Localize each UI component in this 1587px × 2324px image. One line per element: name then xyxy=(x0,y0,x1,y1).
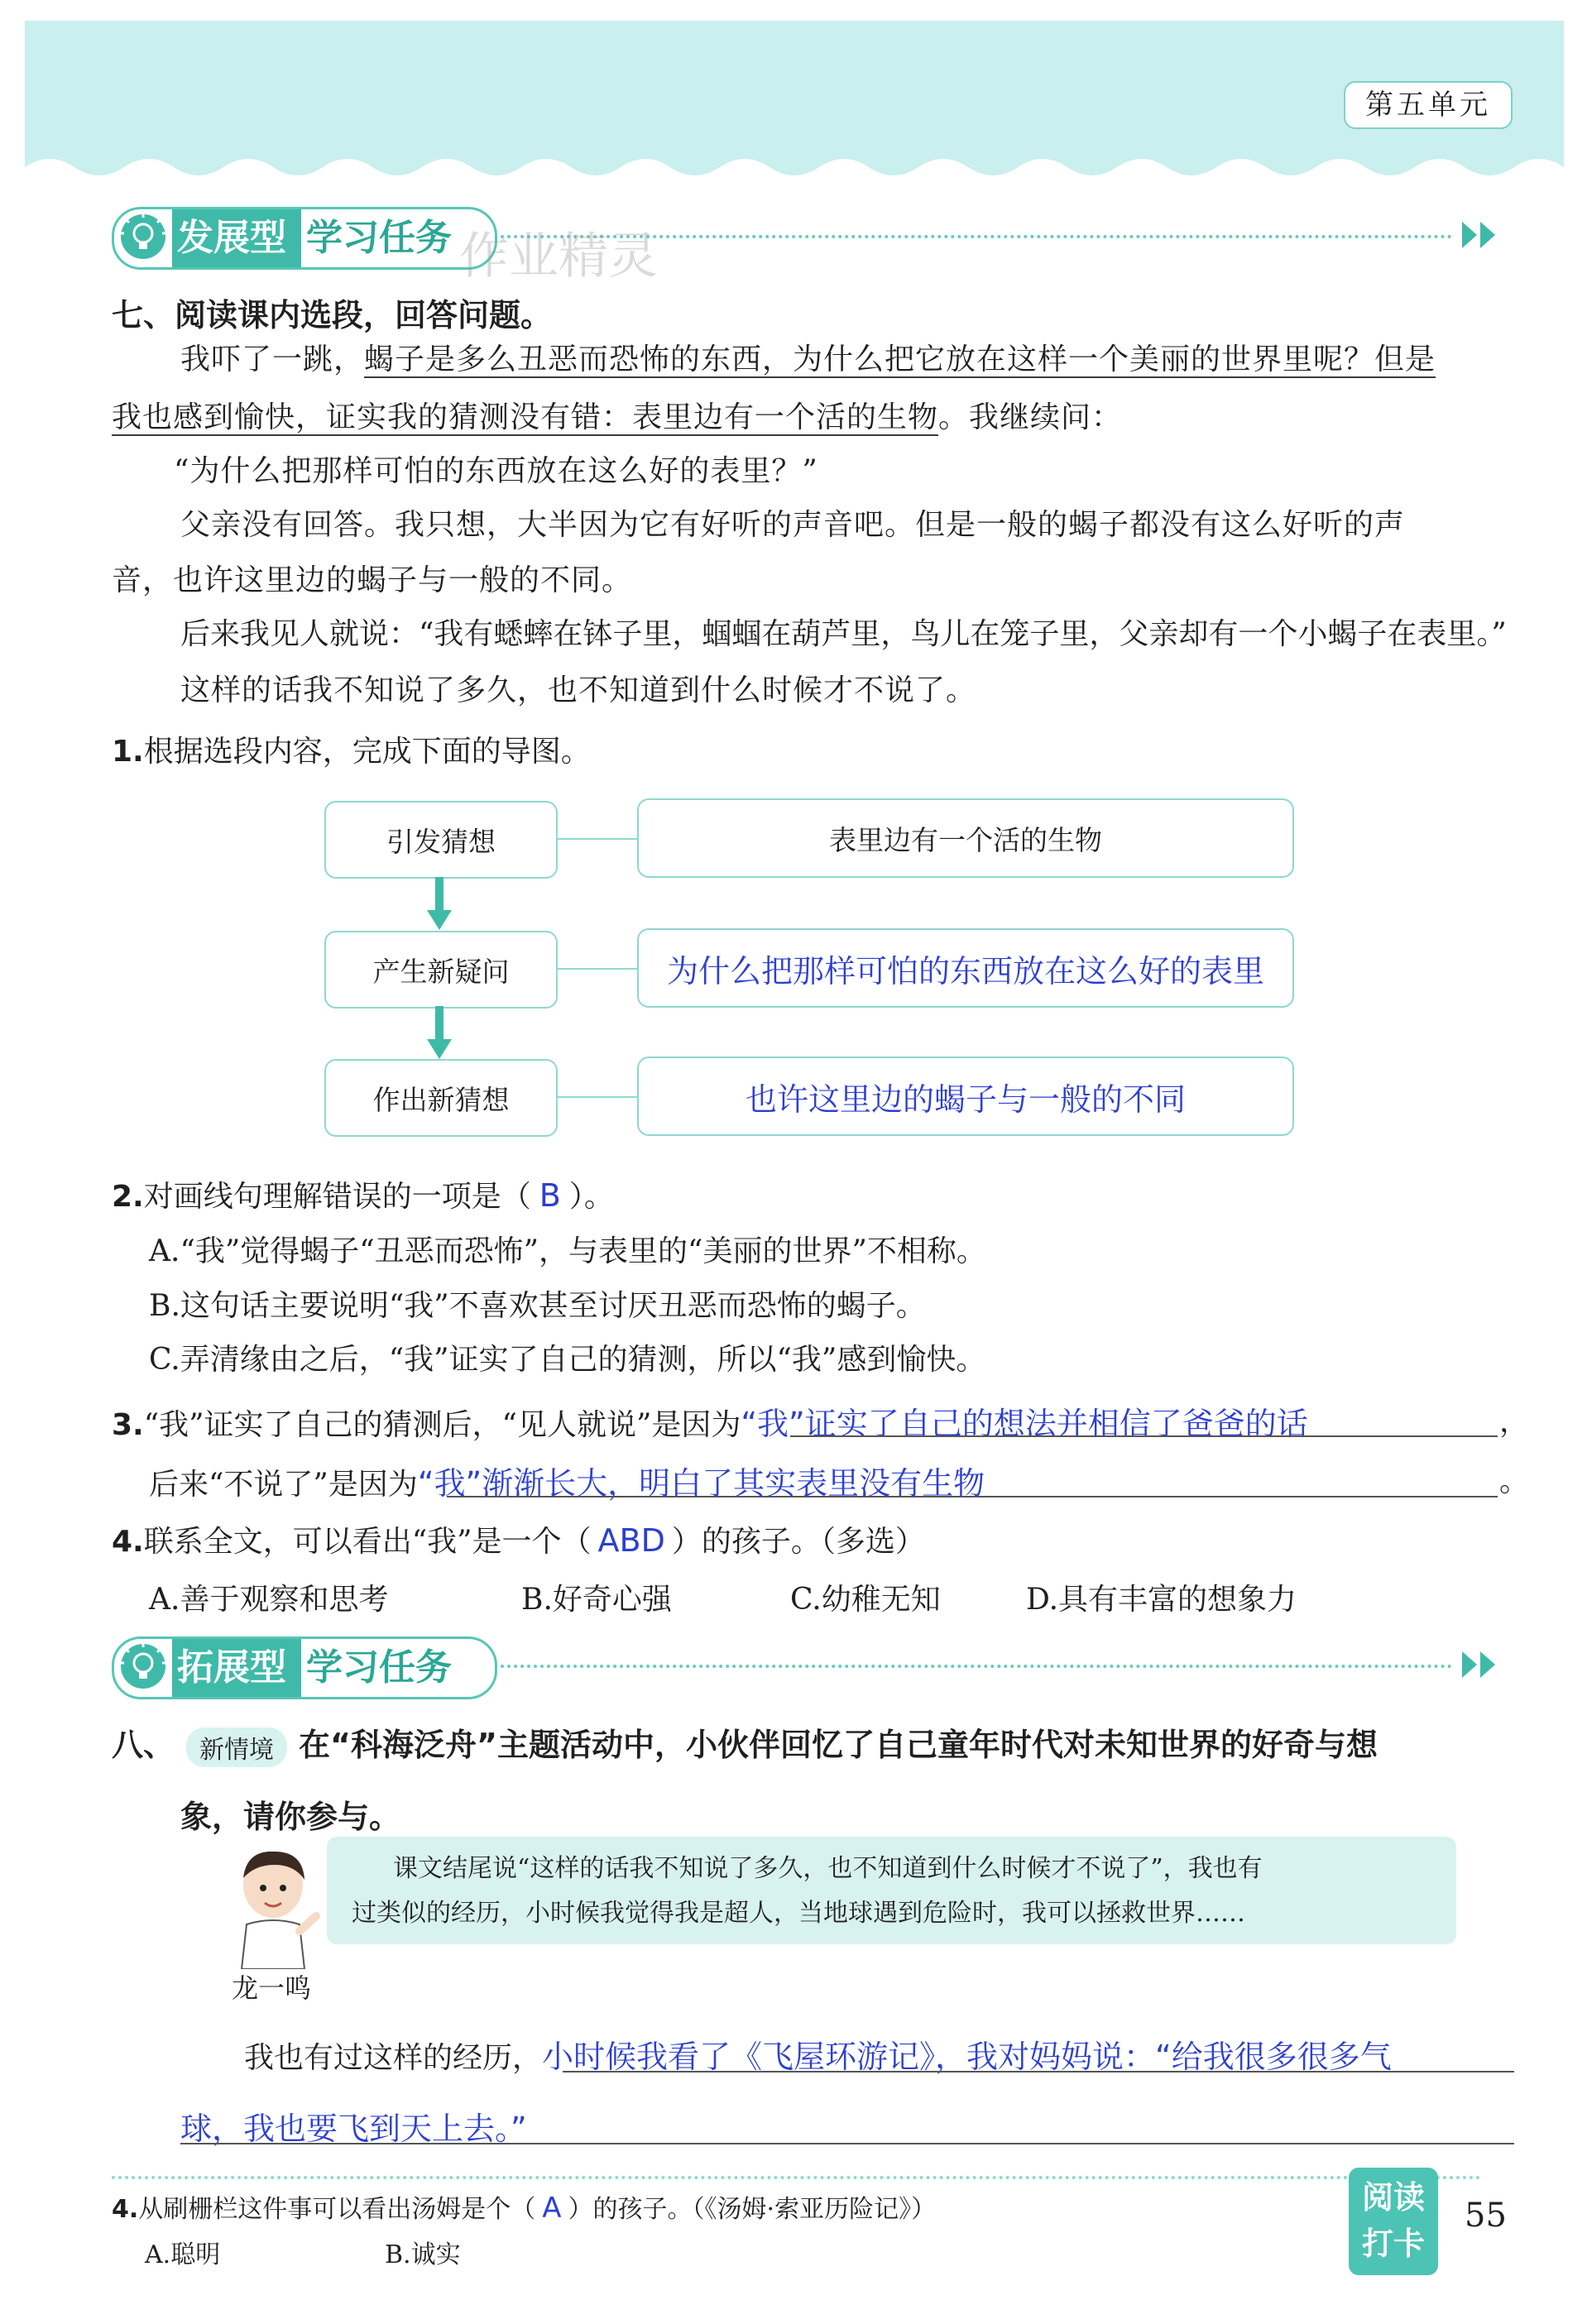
banner-pill xyxy=(112,207,497,270)
wave-edge xyxy=(25,151,1564,184)
passage-line-2 xyxy=(112,389,1122,447)
footer-dotted-line xyxy=(112,2176,1481,2179)
q2-option-a: A.“我”觉得蝎子“丑恶而恐怖”，与表里的“美丽的世界”不相称。 xyxy=(149,1234,986,1268)
down-arrow-icon xyxy=(425,877,453,932)
section-title-8: 八、 新情境 在“科海泛舟”主题活动中，小伙伴回忆了自己童年时代对未知世界的好奇与想 xyxy=(112,1719,1378,1767)
answer-q3a: “我”证实了自己的想法并相信了爸爸的话 xyxy=(741,1406,1308,1442)
map-connector xyxy=(556,1096,637,1098)
answer-q4: ABD xyxy=(597,1522,665,1559)
answer-footer: A xyxy=(542,2192,562,2225)
map-connector xyxy=(556,838,637,840)
fill-line xyxy=(180,2143,1514,2144)
question-3-line-1: 3.“我”证实了自己的猜测后，“见人就说”是因为“我”证实了自己的想法并相信了爸爸的话 xyxy=(112,1406,1308,1442)
response-line-1: 我也有过这样的经历，小时候我看了《飞屋环游记》，我对妈妈说：“给我很多很多气 xyxy=(244,2039,1392,2075)
q4-option-b: B.好奇心强 xyxy=(521,1583,672,1617)
double-arrow-icon xyxy=(1460,1648,1502,1681)
speech-bubble xyxy=(327,1837,1456,1944)
footer-option-b: B.诚实 xyxy=(385,2240,461,2269)
answer-response-2: 球，我也要飞到天上去。” xyxy=(180,2111,527,2147)
character-name: 龙一鸣 xyxy=(232,1972,312,2004)
underlined-sentence: 蝎子是多么丑恶而恐怖的东西，为什么把它放在这样一个美丽的世界里呢？但是 xyxy=(364,343,1436,376)
section-banner-extension xyxy=(112,1636,1502,1694)
map-label-3: 作出新猜想 xyxy=(324,1059,558,1137)
boy-avatar-icon xyxy=(230,1845,321,1969)
passage-line-6: 后来我见人就说：“我有蟋蟀在钵子里，蝈蝈在葫芦里，鸟儿在笼子里，父亲却有一个小蝎子在表里。” xyxy=(180,617,1507,651)
section-title-7: 七、阅读课内选段，回答问题。 xyxy=(112,297,553,333)
q2-option-b: B.这句话主要说明“我”不喜欢甚至讨厌丑恶而恐怖的蝎子。 xyxy=(149,1289,926,1323)
question-3-line-2: 后来“不说了”是因为“我”渐渐长大，明白了其实表里没有生物 xyxy=(149,1465,985,1502)
underlined-sentence: 我也感到愉快，证实我的猜测没有错：表里边有一个活的生物 xyxy=(112,400,939,434)
map-answer-1: 表里边有一个活的生物 xyxy=(637,798,1294,878)
answer-q2: B xyxy=(539,1177,561,1214)
banner-title-b: 学习任务 xyxy=(306,217,452,259)
passage-line-1 xyxy=(180,331,1436,389)
banner-dotted-line xyxy=(501,1665,1452,1668)
response-line-2 xyxy=(180,2103,527,2149)
fill-line xyxy=(447,1496,1498,1497)
lightbulb-icon xyxy=(121,214,165,259)
map-answer-2: 为什么把那样可怕的东西放在这么好的表里 xyxy=(637,928,1294,1008)
watermark: 作业精灵 xyxy=(459,228,658,285)
q4-option-a: A.善于观察和思考 xyxy=(149,1583,389,1617)
q4-option-d: D.具有丰富的想象力 xyxy=(1026,1583,1297,1617)
unit-tag: 第五单元 xyxy=(1344,81,1513,129)
map-label-2: 产生新疑问 xyxy=(324,931,558,1009)
q3-punct: 。 xyxy=(1499,1464,1530,1498)
question-1: 1.根据选段内容，完成下面的导图。 xyxy=(112,735,591,769)
banner-title-b: 学习任务 xyxy=(306,1646,452,1689)
section-title-8-line-2: 象，请你参与。 xyxy=(180,1799,401,1835)
passage-text: 。我继续问： xyxy=(938,400,1123,434)
page-number: 55 xyxy=(1465,2197,1507,2235)
section-banner-development xyxy=(112,207,1502,265)
bubble-line-2: 过类似的经历，小时候我觉得我是超人，当地球遇到危险时，我可以拯救世界…… xyxy=(352,1899,1245,1928)
double-arrow-icon xyxy=(1460,218,1502,252)
bubble-line-1: 课文结尾说“这样的话我不知说了多久，也不知道到什么时候才不说了”，我也有 xyxy=(393,1854,1263,1883)
reading-checkin-badge: 阅读 打卡 xyxy=(1349,2168,1438,2275)
footer-question: 4.从刷栅栏这件事可以看出汤姆是个（ A ）的孩子。（《汤姆·索亚历险记》） xyxy=(112,2192,937,2225)
q4-option-c: C.幼稚无知 xyxy=(790,1583,941,1617)
banner-title-a: 发展型 xyxy=(172,209,301,267)
passage-line-7: 这样的话我不知说了多久，也不知道到什么时候才不说了。 xyxy=(180,673,977,707)
new-scenario-tag: 新情境 xyxy=(186,1727,287,1767)
banner-title-a: 拓展型 xyxy=(172,1639,301,1697)
footer-option-a: A.聪明 xyxy=(145,2240,221,2269)
fill-line xyxy=(563,2071,1514,2072)
passage-text: 我吓了一跳， xyxy=(180,343,365,376)
q2-option-c: C.弄清缘由之后，“我”证实了自己的猜测，所以“我”感到愉快。 xyxy=(149,1343,986,1377)
passage-line-4: 父亲没有回答。我只想，大半因为它有好听的声音吧。但是一般的蝎子都没有这么好听的声 xyxy=(180,508,1406,542)
question-4: 4.联系全文，可以看出“我”是一个（ ABD ）的孩子。（多选） xyxy=(112,1522,925,1559)
q3-punct: ， xyxy=(1499,1405,1530,1439)
answer-q3b: “我”渐渐长大，明白了其实表里没有生物 xyxy=(417,1465,985,1502)
banner-pill xyxy=(112,1636,497,1699)
passage-line-5: 音，也许这里边的蝎子与一般的不同。 xyxy=(112,563,633,597)
down-arrow-icon xyxy=(425,1006,453,1061)
header-band xyxy=(25,21,1564,182)
question-2: 2.对画线句理解错误的一项是（ B ）。 xyxy=(112,1177,614,1214)
fill-line xyxy=(790,1435,1498,1437)
map-answer-3: 也许这里边的蝎子与一般的不同 xyxy=(637,1057,1294,1136)
answer-response-1: 小时候我看了《飞屋环游记》，我对妈妈说：“给我很多很多气 xyxy=(542,2039,1392,2075)
map-label-1: 引发猜想 xyxy=(324,801,558,879)
passage-line-3: “为什么把那样可怕的东西放在这么好的表里？” xyxy=(174,454,818,488)
lightbulb-icon xyxy=(121,1644,165,1689)
map-connector xyxy=(556,968,637,970)
